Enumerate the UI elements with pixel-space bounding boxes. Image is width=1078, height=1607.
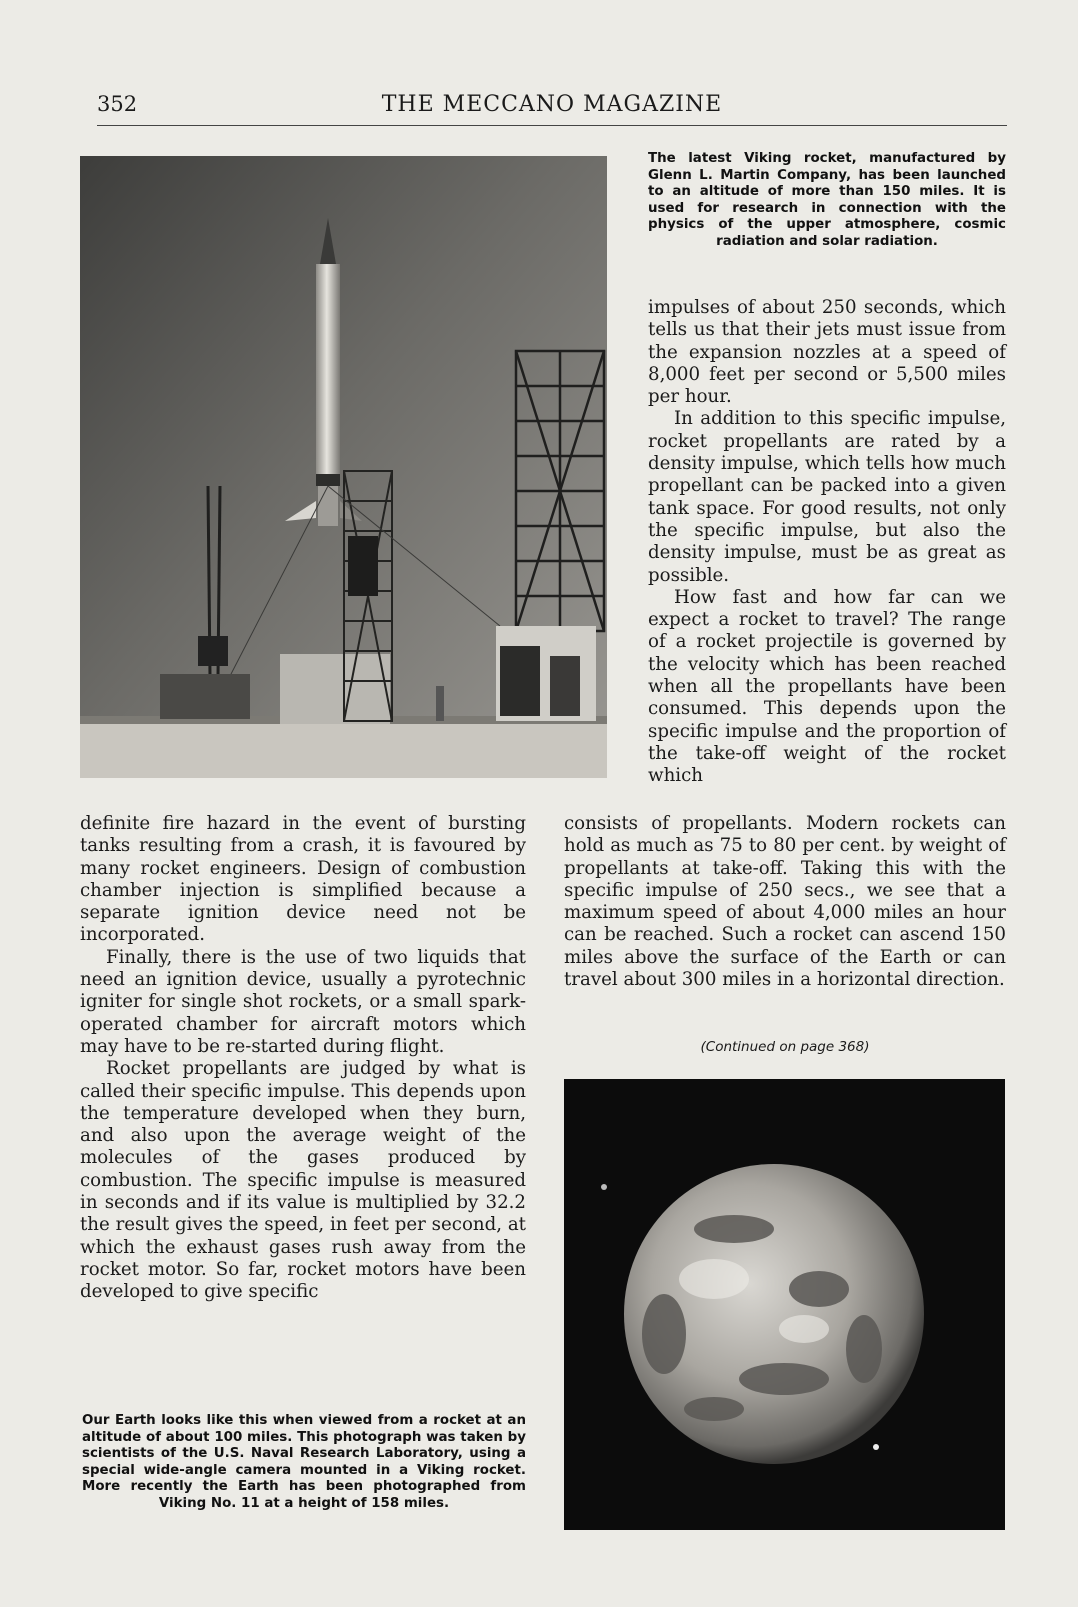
paragraph: definite fire hazard in the event of bursting tanks resulting from a crash, it is favoured by many rocket engineers. Design of combustion chamber injection is simplified because a separate ignition device need not be incorporated. (80, 813, 526, 946)
magazine-title: THE MECCANO MAGAZINE (381, 92, 723, 117)
rocket-photo-caption: The latest Viking rocket, manufactured by Glenn L. Martin Company, has been launched to an altitude of more than 150 miles. It is used for research in connection with the physics of the upper atmosphere, cosmic radiation and solar radiation. (648, 151, 1006, 249)
page-header (97, 92, 1007, 126)
paragraph: impulses of about 250 seconds, which tells us that their jets must issue from the expansion nozzles at a speed of 8,000 feet per second or 5,500 miles per hour. (648, 297, 1006, 408)
paragraph: Finally, there is the use of two liquids that need an ignition device, usually a pyrotechnic igniter for single shot rockets, or a small spark-operated chamber for aircraft motors which may have to be re-started during flight. (80, 946, 526, 1057)
paragraph: consists of propellants. Modern rockets can hold as much as 75 to 80 per cent. by weight of propellants at take-off. Taking this with the specific impulse of 250 secs., we see that a maximum speed of about 4,000 miles an hour can be reached. Such a rocket can ascend 150 miles above the surface of the Earth or can travel about 300 miles in a horizontal direction. (564, 813, 1006, 991)
page-number: 352 (97, 92, 138, 116)
earth-from-rocket-photo (564, 1079, 1005, 1530)
paragraph: In addition to this specific impulse, rocket propellants are rated by a density impulse, which tells how much propellant can be packed into a given tank space. For good results, not only the specific impulse, but also the density impulse, must be as great as possible. (648, 408, 1006, 586)
right-column-upper (648, 297, 1006, 788)
continued-note: (Continued on page 368) (700, 1039, 870, 1055)
header-divider (97, 125, 1007, 126)
paragraph: Rocket propellants are judged by what is called their specific impulse. This depends upon the temperature developed when they burn, and also upon the average weight of the molecules of the gases produced by combustion. The specific impulse is measured in seconds and if its value is multiplied by 32.2 the result gives the speed, in feet per second, at which the exhaust gases rush away from the rocket motor. So far, rocket motors have been developed to give specific (80, 1058, 526, 1303)
earth-photo-caption: Our Earth looks like this when viewed from a rocket at an altitude of about 100 miles. This photograph was taken by scientists of the U.S. Naval Research Laboratory, using a special wide-angle camera mounted in a Viking rocket. More recently the Earth has been photographed from Viking No. 11 at a height of 158 miles. (82, 1413, 526, 1511)
right-column-lower (564, 813, 1006, 991)
viking-rocket-photo (80, 156, 607, 778)
paragraph: How fast and how far can we expect a rocket to travel? The range of a rocket projectile is governed by the velocity which has been reached when all the propellants have been consumed. This depends upon the specific impulse and the proportion of the take-off weight of the rocket which (648, 586, 1006, 787)
left-column (80, 813, 526, 1304)
